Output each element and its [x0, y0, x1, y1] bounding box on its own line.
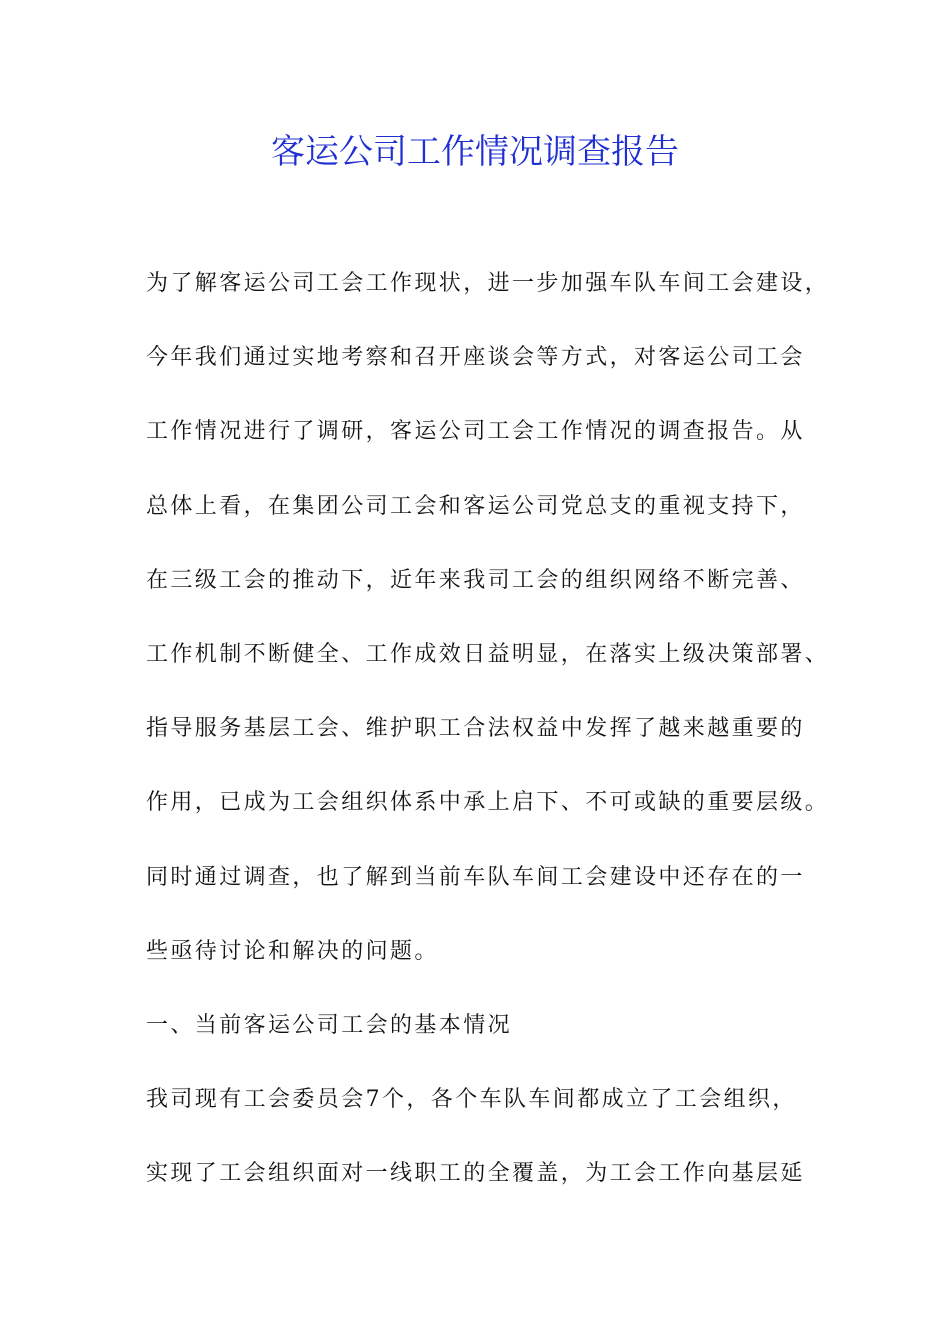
document-body [146, 262, 836, 1226]
body-line-5: 在三级工会的推动下，近年来我司工会的组织网络不断完善、 [146, 567, 805, 593]
body-line-4: 总体上看，在集团公司工会和客运公司党总支的重视支持下， [146, 493, 805, 519]
body-line-9: 同时通过调查，也了解到当前车队车间工会建设中还存在的一 [146, 864, 805, 890]
body-line-7: 指导服务基层工会、维护职工合法权益中发挥了越来越重要的 [146, 716, 805, 742]
document-title: 客运公司工作情况调查报告 [271, 132, 679, 172]
body-line-6: 工作机制不断健全、工作成效日益明显，在落实上级决策部署、 [146, 641, 830, 667]
body-line-2: 今年我们通过实地考察和召开座谈会等方式，对客运公司工会 [146, 345, 805, 371]
body-line-1: 为了解客运公司工会工作现状，进一步加强车队车间工会建设， [146, 271, 830, 296]
body-line-10: 些亟待讨论和解决的问题。 [146, 938, 439, 964]
section-heading-1: 一、当前客运公司工会的基本情况 [146, 1012, 513, 1038]
body-line-8: 作用，已成为工会组织体系中承上启下、不可或缺的重要层级。 [146, 790, 830, 816]
body-line-12: 实现了工会组织面对一线职工的全覆盖，为工会工作向基层延 [146, 1161, 805, 1187]
body-line-11: 我司现有工会委员会7个，各个车队车间都成立了工会组织， [146, 1087, 797, 1113]
body-line-3: 工作情况进行了调研，客运公司工会工作情况的调查报告。从 [146, 419, 805, 445]
